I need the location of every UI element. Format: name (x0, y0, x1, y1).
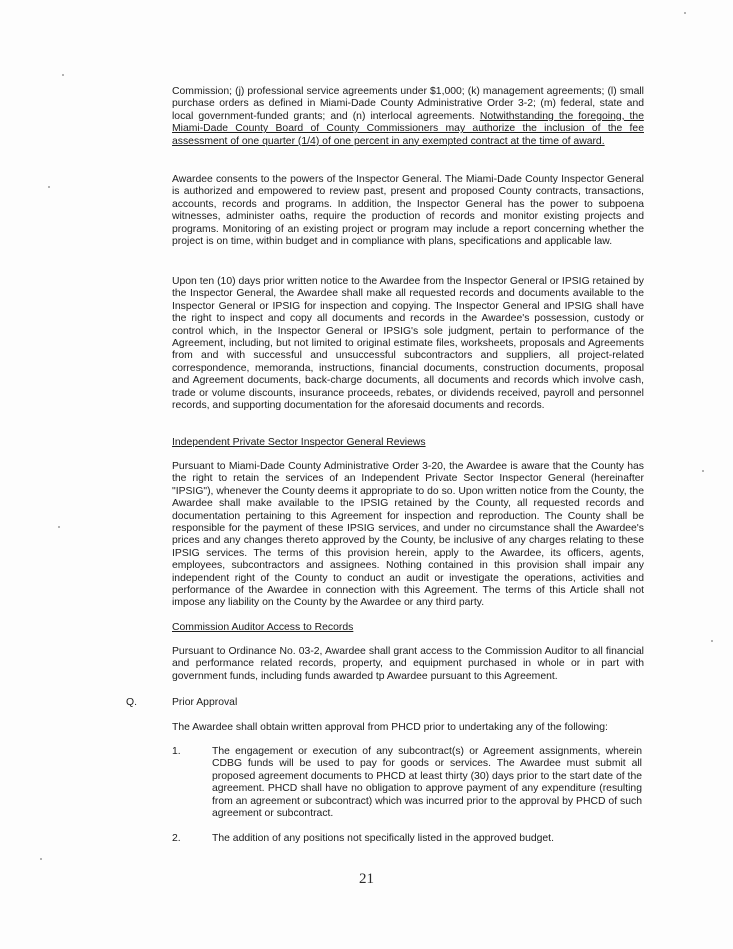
scan-speck (40, 858, 42, 860)
paragraph-prior-approval: The Awardee shall obtain written approval from PHCD prior to undertaking any of the following: (172, 722, 608, 733)
paragraph-inspector-powers: Awardee consents to the powers of the Inspector General. The Miami-Dade County Inspector General is authorized and empowered to review past, present and proposed County contracts, transactions, accounts, records and programs. In addition, the Inspector General has the power to subpoena witnesses, administer oaths, require the production of records and monitor existing projects and programs. Monitoring of an existing project or program may include a report concerning whether the project is on time, within budget and in compliance with plans, specifications and applicable law. (172, 174, 644, 248)
page-number: 21 (359, 871, 374, 887)
scan-speck (62, 74, 64, 76)
list-item-number: 1. (172, 746, 181, 757)
paragraph-exemptions (172, 86, 644, 148)
fee-assessment-note: Notwithstanding the foregoing, the Miami-Dade County Board of County Commissioners may authorize the inclusion of the fee assessment of one quarter (1/4) of one percent in any exempted contract at the time of award. (172, 110, 644, 147)
list-item-text: The engagement or execution of any subcontract(s) or Agreement assignments, wherein CDBG funds will be used to pay for goods or services. The Awardee must submit all proposed agreement documents to PHCD at least thirty (30) days prior to the start date of the agreement. PHCD shall have no obligation to approve payment of any expenditure (resulting from an agreement or subcontract) which was incurred prior to the approval by PHCD of such agreement or subcontract. (212, 746, 642, 820)
section-title-prior-approval: Prior Approval (172, 697, 238, 708)
paragraph-commission-auditor: Pursuant to Ordinance No. 03-2, Awardee shall grant access to the Commission Auditor to all financial and performance related records, property, and equipment purchased in whole or in part with government funds, including funds awarded tp Awardee pursuant to this Agreement. (172, 646, 644, 682)
scan-speck (702, 470, 704, 472)
list-item-number: 2. (172, 833, 181, 844)
scan-speck (711, 640, 713, 642)
heading-ipsig-reviews: Independent Private Sector Inspector General Reviews (172, 437, 426, 448)
paragraph-ipsig: Pursuant to Miami-Dade County Administrative Order 3-20, the Awardee is aware that the County has the right to retain the services of an Independent Private Sector Inspector General (hereinafter "IPSIG"), whenever the County deems it appropriate to do so. Upon written notice from the County, the Awardee shall make available to the IPSIG retained by the County, all requested records and documentation pertaining to this Agreement for inspection and reproduction. The County shall be responsible for the payment of these IPSIG services, and under no circumstance shall the Awardee's prices and any changes thereto approved by the County, be inclusive of any charges relating to these IPSIG services. The terms of this provision herein, apply to the Awardee, its officers, agents, employees, subcontractors and assignees. Nothing contained in this provision shall impair any independent right of the County to conduct an audit or investigate the operations, activities and performance of the Awardee in connection with this Agreement. The terms of this Article shall not impose any liability on the County by the Awardee or any third party. (172, 461, 644, 609)
heading-commission-auditor: Commission Auditor Access to Records (172, 622, 354, 633)
section-letter: Q. (126, 697, 137, 708)
exemptions-text: Commission; (j) professional service agreements under $1,000; (k) management agreements; (l) small purchase orders as defined in Miami-Dade County Administrative Order 3-2; (m) federal, state and local government-funded grants; and (n) interlocal agreements. (172, 86, 644, 122)
scan-speck (58, 526, 60, 528)
scan-speck (684, 12, 686, 14)
scan-speck (48, 186, 50, 188)
list-item-text: The addition of any positions not specifically listed in the approved budget. (212, 833, 554, 844)
paragraph-records-access: Upon ten (10) days prior written notice to the Awardee from the Inspector General or IPSIG retained by the Inspector General, the Awardee shall make all requested records and documents available to the Inspector General or IPSIG for inspection and copying. The Inspector General and IPSIG shall have the right to inspect and copy all documents and records in the Awardee's possession, custody or control which, in the Inspector General or IPSIG's sole judgment, pertain to performance of the Agreement, including, but not limited to original estimate files, worksheets, proposals and Agreements from and with successful and unsuccessful subcontractors and suppliers, all project-related correspondence, memoranda, instructions, financial documents, construction documents, proposal and Agreement documents, back-charge documents, all documents and records which involve cash, trade or volume discounts, insurance proceeds, rebates, or dividends received, payroll and personnel records, and supporting documentation for the aforesaid documents and records. (172, 276, 644, 412)
